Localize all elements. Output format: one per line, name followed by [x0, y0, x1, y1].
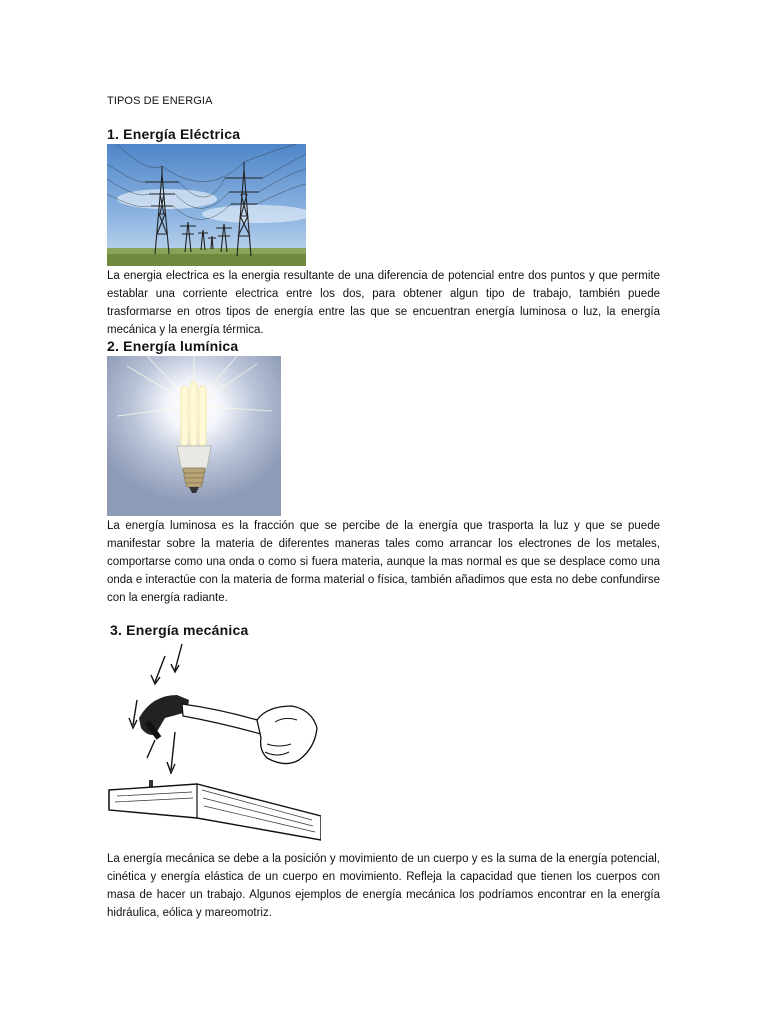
section-text-electrica: La energia electrica es la energia resultante de una diferencia de potencial entre dos puntos y que permite establar una corriente electrica entre los dos, para obtener algun tipo de trabajo, también puede trasformarse en otros tipos de energía entre las que se encuentran energía luminosa o luz, la energía mecánica y la energía térmica.: [107, 270, 660, 336]
section-text-luminica: La energía luminosa es la fracción que se percibe de la energía que trasporta la luz y que se puede manifestar sobre la materia de diferentes maneras tales como arrancar los electrones de los metales, comportarse como una onda o como si fuera materia, aunque la mas normal es que se desplace como una onda e interactúe con la materia de forma material o física, también añadimos que esta no debe confundirse con la energía radiante.: [107, 520, 660, 604]
hammer-drawing: [107, 640, 321, 845]
section-heading-luminica: 2. Energía lumínica: [107, 338, 239, 354]
power-line-towers-photo: [107, 144, 306, 266]
document-title: TIPOS DE ENERGIA: [107, 95, 213, 107]
power-towers-drawing: [107, 144, 306, 266]
glowing-lightbulb-photo: [107, 356, 281, 516]
section-heading-mecanica: 3. Energía mecánica: [110, 622, 249, 638]
hammer-nail-illustration: [107, 640, 321, 845]
section-text-mecanica: La energía mecánica se debe a la posición y movimiento de un cuerpo y es la suma de la energía potencial, cinética y energía elástica de un cuerpo en movimiento. Refleja la capacidad que tienen los cuerpos con masa de hacer un trabajo. Algunos ejemplos de energía mecánica los podríamos encontrar en la energía hidráulica, eólica y mareomotriz.: [107, 853, 660, 919]
lightbulb-drawing: [107, 356, 281, 516]
section-heading-electrica: 1. Energía Eléctrica: [107, 126, 241, 142]
